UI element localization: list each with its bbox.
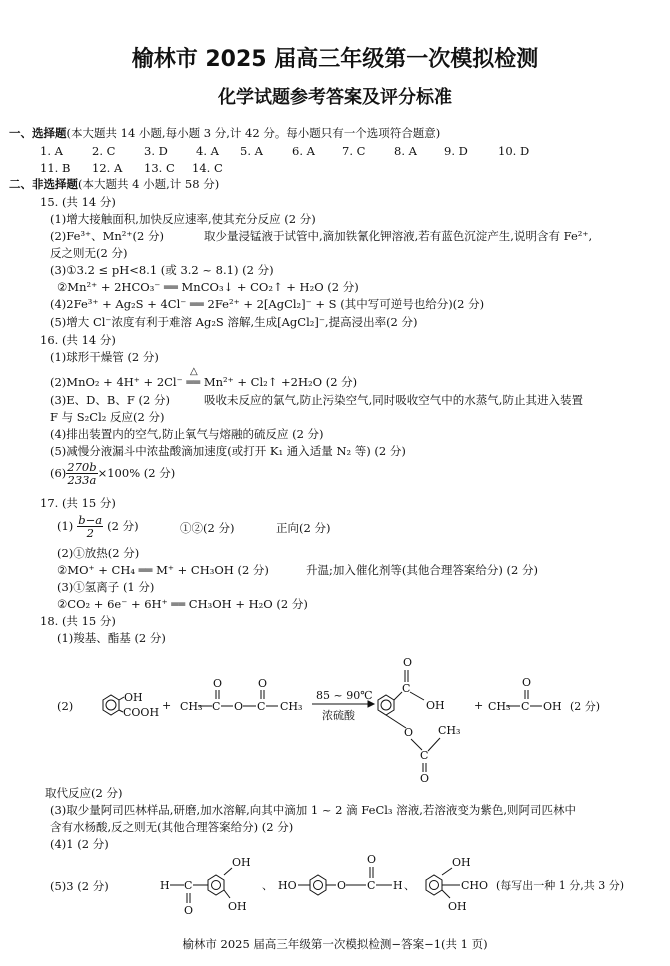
q15-line: 取少量浸锰液于试管中,滴加铁氰化钾溶液,若有蓝色沉淀产生,说明含有 Fe²⁺,: [204, 229, 593, 243]
oxygen-label: O: [420, 772, 430, 785]
answer-item: 11. B: [40, 161, 71, 175]
q18-2-prefix: (2): [57, 699, 74, 713]
oxygen-label: O: [404, 726, 414, 739]
answer-item: 1. A: [40, 144, 63, 158]
q17-1-prefix: (1): [57, 518, 74, 533]
q17-line: 升温;加入催化剂等(其他合理答案给分) (2 分): [306, 563, 538, 577]
q17-line: ①②(2 分): [180, 521, 235, 535]
q16-line: (4)排出装置内的空气,防止氧气与熔融的硫反应 (2 分): [50, 427, 324, 441]
carbon-label: C: [420, 749, 429, 762]
separator: 、: [404, 879, 415, 892]
q15-line: (1)增大接触面积,加快反应速率,使其充分反应 (2 分): [50, 212, 316, 226]
oxygen-label: O: [403, 656, 413, 669]
benzene-ring: [208, 875, 224, 895]
carbon-label: C: [184, 879, 193, 892]
hydroxyl-label: HO: [278, 879, 297, 892]
section1-note: (本大题共 14 小题,每小题 3 分,计 42 分。每小题只有一个选项符合题意): [66, 126, 441, 140]
q18-line: (4)1 (2 分): [50, 837, 109, 851]
hydrogen-label: H: [393, 879, 403, 892]
reaction-catalyst: 浓硫酸: [322, 709, 355, 722]
heat-symbol: △: [190, 366, 198, 377]
oxygen-label: O: [258, 677, 268, 690]
q16-line: 吸收未反应的氯气,防止污染空气,同时吸收空气中的水蒸气,防止其进入装置: [204, 393, 583, 407]
methyl-label: CH₃: [180, 700, 203, 713]
answer-item: 9. D: [444, 144, 468, 158]
page-footer: 榆林市 2025 届高三年级第一次模拟检测−答案−1(共 1 页): [182, 937, 488, 951]
section2-heading: 二、非选择题: [9, 177, 78, 191]
section2-note: (本大题共 4 小题,计 58 分): [78, 177, 220, 191]
q18-line: (3)取少量阿司匹林样品,研磨,加水溶解,向其中滴加 1 ~ 2 滴 FeCl₃ 溶液,若溶液变为紫色,则阿司匹林中: [50, 803, 577, 817]
oxygen-label: O: [337, 879, 347, 892]
carbon-label: C: [521, 700, 530, 713]
answer-item: 13. C: [144, 161, 175, 175]
methyl-label: CH₃: [488, 700, 511, 713]
q15-line: ②Mn²⁺ + 2HCO₃⁻ ══ MnCO₃↓ + CO₂↑ + H₂O (2 分): [57, 280, 359, 294]
q16-6-prefix: (6): [50, 465, 67, 480]
q17-line: ②CO₂ + 6e⁻ + 6H⁺ ══ CH₃OH + H₂O (2 分): [57, 597, 308, 611]
q16-line: (5)减慢分液漏斗中浓盐酸滴加速度(或打开 K₁ 通入适量 N₂ 等) (2 分): [50, 444, 406, 458]
q17-line: (3)①氢离子 (1 分): [57, 580, 155, 594]
q15-line: (2)Fe³⁺、Mn²⁺(2 分): [50, 229, 164, 243]
oxygen-label: O: [213, 677, 223, 690]
carboxyl-label: COOH: [123, 706, 160, 719]
fraction-denominator: 233a: [67, 473, 97, 488]
section1-heading: 一、选择题: [9, 126, 67, 140]
q16-6-suffix: ×100% (2 分): [97, 465, 176, 480]
isomer-score-note: (每写出一种 1 分,共 3 分): [496, 879, 625, 892]
q18-line: (1)羧基、酯基 (2 分): [57, 631, 166, 645]
answer-item: 4. A: [196, 144, 219, 158]
answer-item: 8. A: [394, 144, 417, 158]
benzene-ring: [426, 875, 442, 895]
q17-line: (2)①放热(2 分): [57, 546, 140, 560]
q15-heading: 15. (共 14 分): [40, 195, 116, 209]
reaction-score: (2 分): [570, 700, 601, 713]
answer-item: 12. A: [92, 161, 123, 175]
q16-line: F 与 S₂Cl₂ 反应(2 分): [50, 410, 165, 424]
carbon-label: C: [212, 700, 221, 713]
answer-item: 3. D: [144, 144, 168, 158]
hydroxyl-label: OH: [124, 691, 143, 704]
q16-line: (3)E、D、B、F (2 分): [50, 393, 170, 407]
q18-line: (5)3 (2 分): [50, 879, 109, 893]
q18-heading: 18. (共 15 分): [40, 614, 116, 628]
q15-line: (5)增大 Cl⁻浓度有利于难溶 Ag₂S 溶解,生成[AgCl₂]⁻,提高浸出率(2 分): [50, 315, 418, 329]
answer-item: 7. C: [342, 144, 366, 158]
hydroxyl-label: OH: [232, 856, 251, 869]
fraction-numerator: 270b: [67, 460, 97, 474]
answer-item: 10. D: [498, 144, 530, 158]
oxygen-label: O: [522, 676, 532, 689]
q16-line: (1)球形干燥管 (2 分): [50, 350, 159, 364]
q15-line: (3)①3.2 ≤ pH<8.1 (或 3.2 ~ 8.1) (2 分): [50, 263, 274, 277]
answer-item: 2. C: [92, 144, 116, 158]
carbon-label: C: [402, 682, 411, 695]
page-title: 榆林市 2025 届高三年级第一次模拟检测: [131, 47, 539, 72]
reaction-temperature: 85 ~ 90℃: [316, 689, 373, 702]
hydroxyl-label: OH: [448, 900, 467, 913]
plus-sign: +: [474, 699, 484, 712]
q17-line: ②MO⁺ + CH₄ ══ M⁺ + CH₃OH (2 分): [57, 563, 269, 577]
fraction-denominator: 2: [86, 526, 94, 541]
aldehyde-label: CHO: [461, 879, 489, 892]
product-hydroxyl-label: OH: [426, 699, 445, 712]
hydroxyl-label: OH: [228, 900, 247, 913]
acid-hydroxyl-label: OH: [543, 700, 562, 713]
q16-line: (2)MnO₂ + 4H⁺ + 2Cl⁻ ══ Mn²⁺ + Cl₂↑ +2H₂O (2 分): [50, 375, 358, 389]
q18-line: 含有水杨酸,反之则无(其他合理答案给分) (2 分): [50, 820, 294, 834]
oxygen-label: O: [234, 700, 244, 713]
plus-sign: +: [162, 699, 172, 712]
answer-item: 6. A: [292, 144, 315, 158]
methyl-label: CH₃: [280, 700, 303, 713]
q15-line: 反之则无(2 分): [50, 246, 128, 260]
q16-heading: 16. (共 14 分): [40, 333, 116, 347]
carbon-label: C: [257, 700, 266, 713]
q18-line: 取代反应(2 分): [45, 786, 123, 800]
methyl-label: CH₃: [438, 724, 461, 737]
answer-item: 5. A: [240, 144, 263, 158]
separator: 、: [262, 879, 273, 892]
q17-heading: 17. (共 15 分): [40, 496, 116, 510]
fraction-numerator: b−a: [78, 513, 103, 527]
carbon-label: C: [367, 879, 376, 892]
oxygen-label: O: [184, 904, 194, 917]
q15-line: (4)2Fe³⁺ + Ag₂S + 4Cl⁻ ══ 2Fe²⁺ + 2[AgCl₂]⁻ + S (其中写可逆号也给分)(2 分): [50, 297, 485, 311]
answer-item: 14. C: [192, 161, 223, 175]
q17-line: 正向(2 分): [276, 521, 331, 535]
page-subtitle: 化学试题参考答案及评分标准: [218, 87, 452, 108]
hydroxyl-label: OH: [452, 856, 471, 869]
benzene-ring: [310, 875, 326, 895]
q17-1-score: (2 分): [107, 518, 139, 533]
oxygen-label: O: [367, 853, 377, 866]
hydrogen-label: H: [160, 879, 170, 892]
